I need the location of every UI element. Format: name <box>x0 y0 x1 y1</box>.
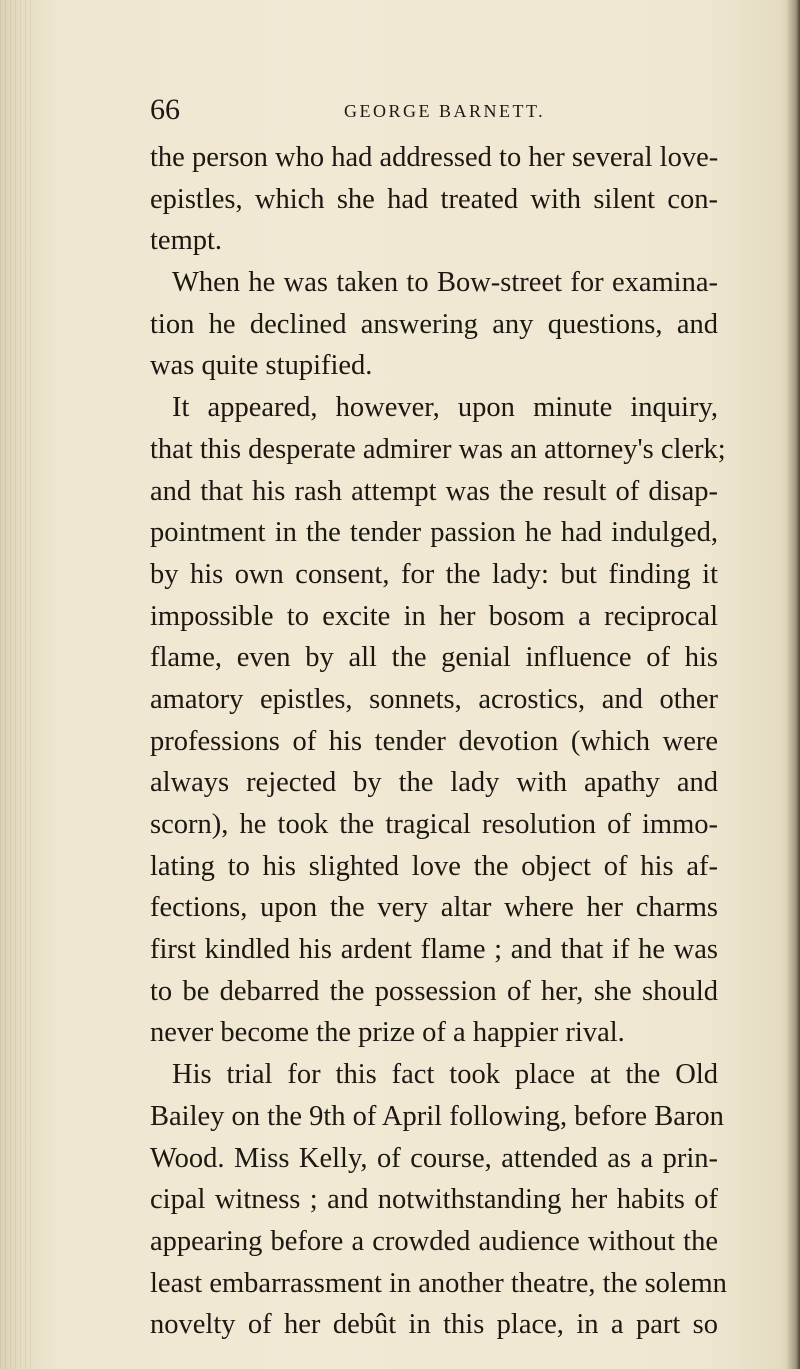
text-line: the person who had addressed to her several love- <box>150 142 719 173</box>
text-line: and that his rash attempt was the result of disap- <box>150 475 718 507</box>
text-line: epistles, which she had treated with silent con- <box>150 183 718 215</box>
text-line: first kindled his ardent flame ; and that if he was <box>150 934 718 966</box>
text-line: Wood. Miss Kelly, of course, attended as a prin- <box>150 1142 718 1174</box>
page-number: 66 <box>150 93 180 126</box>
text-line: was quite stupified. <box>150 350 373 382</box>
page-gutter <box>0 0 34 1369</box>
running-head: GEORGE BARNETT. <box>344 101 546 121</box>
text-line: professions of his tender devotion (which were <box>150 725 718 757</box>
text-line: novelty of her debût in this place, in a part so <box>150 1309 718 1341</box>
text-line: that this desperate admirer was an attorney's clerk; <box>150 433 726 465</box>
page-edge <box>786 0 800 1369</box>
text-line: lating to his slighted love the object of his af- <box>150 850 718 882</box>
text-line: tempt. <box>150 225 223 257</box>
text-line: When he was taken to Bow-street for examina- <box>172 267 718 299</box>
text-line: to be debarred the possession of her, she should <box>150 975 718 1007</box>
text-line: scorn), he took the tragical resolution of immo- <box>150 809 718 840</box>
text-line: flame, even by all the genial influence of his <box>150 642 718 674</box>
text-line: pointment in the tender passion he had indulged, <box>150 517 718 549</box>
text-line: amatory epistles, sonnets, acrostics, and other <box>150 683 718 715</box>
text-line: impossible to excite in her bosom a reciprocal <box>150 600 718 632</box>
text-line: Bailey on the 9th of April following, before Baron <box>150 1100 724 1132</box>
text-line: least embarrassment in another theatre, the solemn <box>150 1267 727 1299</box>
text-line: cipal witness ; and notwithstanding her habits of <box>150 1184 718 1216</box>
text-line: fections, upon the very altar where her charms <box>150 892 718 924</box>
text-line: appearing before a crowded audience without the <box>150 1225 718 1257</box>
text-line: never become the prize of a happier rival. <box>150 1017 625 1049</box>
text-line: tion he declined answering any questions, and <box>150 308 718 340</box>
text-line: always rejected by the lady with apathy and <box>150 767 718 799</box>
body-text <box>150 137 727 1346</box>
page-header <box>148 88 708 132</box>
text-line: His trial for this fact took place at the Old <box>172 1059 718 1091</box>
text-line: It appeared, however, upon minute inquiry, <box>172 392 718 424</box>
text-line: by his own consent, for the lady: but finding it <box>150 558 718 590</box>
